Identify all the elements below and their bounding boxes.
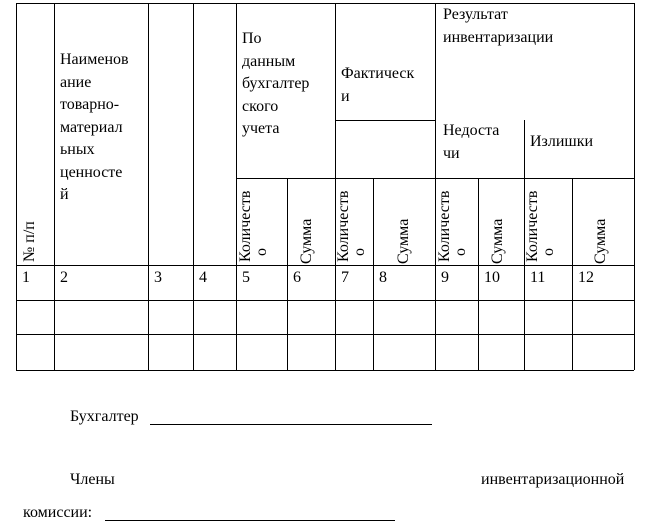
header-item-name: Наименов ание товарно- материал ьных ценносте й bbox=[60, 51, 129, 203]
header-surplus-qty: Количеств о bbox=[524, 190, 557, 262]
col-divider bbox=[54, 3, 55, 370]
table-row-divider bbox=[16, 334, 634, 335]
col-divider bbox=[236, 3, 237, 370]
col-number-5: 5 bbox=[242, 269, 250, 286]
col-number-6: 6 bbox=[293, 269, 301, 286]
header-actual-qty: Количеств о bbox=[335, 190, 368, 262]
header-book-data: По данным бухгалтер ского учета bbox=[242, 30, 310, 137]
commission-label: комиссии: bbox=[23, 504, 93, 521]
table-bottom-border bbox=[16, 370, 634, 371]
accountant-label: Бухгалтер bbox=[70, 408, 139, 425]
header-col1-number: № п/п bbox=[21, 221, 38, 262]
col-number-2: 2 bbox=[60, 269, 68, 286]
header-book-qty: Количеств о bbox=[237, 190, 270, 262]
table-left-border bbox=[16, 3, 17, 370]
col-divider bbox=[373, 178, 374, 370]
commission-signature-line[interactable] bbox=[105, 520, 395, 521]
members-label: Члены bbox=[70, 471, 115, 488]
header-surplus: Излишки bbox=[530, 133, 594, 150]
header-shortage-sum: Сумма bbox=[489, 218, 506, 264]
table-header-bottom-border bbox=[16, 265, 634, 266]
col-divider bbox=[478, 178, 479, 370]
col-number-11: 11 bbox=[530, 269, 546, 286]
col-number-10: 10 bbox=[484, 269, 500, 286]
header-shortage: Недоста чи bbox=[443, 122, 500, 162]
col-divider bbox=[148, 3, 149, 370]
col-number-12: 12 bbox=[578, 269, 594, 286]
col-number-7: 7 bbox=[341, 269, 349, 286]
col-divider bbox=[435, 3, 436, 370]
col-number-8: 8 bbox=[379, 269, 387, 286]
col-number-3: 3 bbox=[154, 269, 162, 286]
header-shortage-qty: Количеств о bbox=[436, 190, 469, 262]
table-row-divider bbox=[16, 300, 634, 301]
header-divider-actual bbox=[335, 120, 435, 121]
col-number-1: 1 bbox=[22, 269, 30, 286]
col-divider bbox=[335, 3, 336, 370]
header-actual-sum: Сумма bbox=[395, 218, 412, 264]
header-surplus-sum: Сумма bbox=[592, 218, 609, 264]
header-actual: Фактическ и bbox=[341, 65, 415, 105]
accountant-signature-line[interactable] bbox=[150, 424, 432, 425]
col-divider bbox=[193, 3, 194, 370]
members-right-label: инвентаризационной bbox=[481, 471, 625, 488]
col-divider bbox=[287, 178, 288, 370]
col-number-4: 4 bbox=[199, 269, 207, 286]
header-book-sum: Сумма bbox=[298, 218, 315, 264]
header-inventory-result: Результат инвентаризации bbox=[443, 6, 554, 46]
col-number-9: 9 bbox=[441, 269, 449, 286]
table-right-border bbox=[634, 3, 635, 370]
col-divider bbox=[572, 178, 573, 370]
